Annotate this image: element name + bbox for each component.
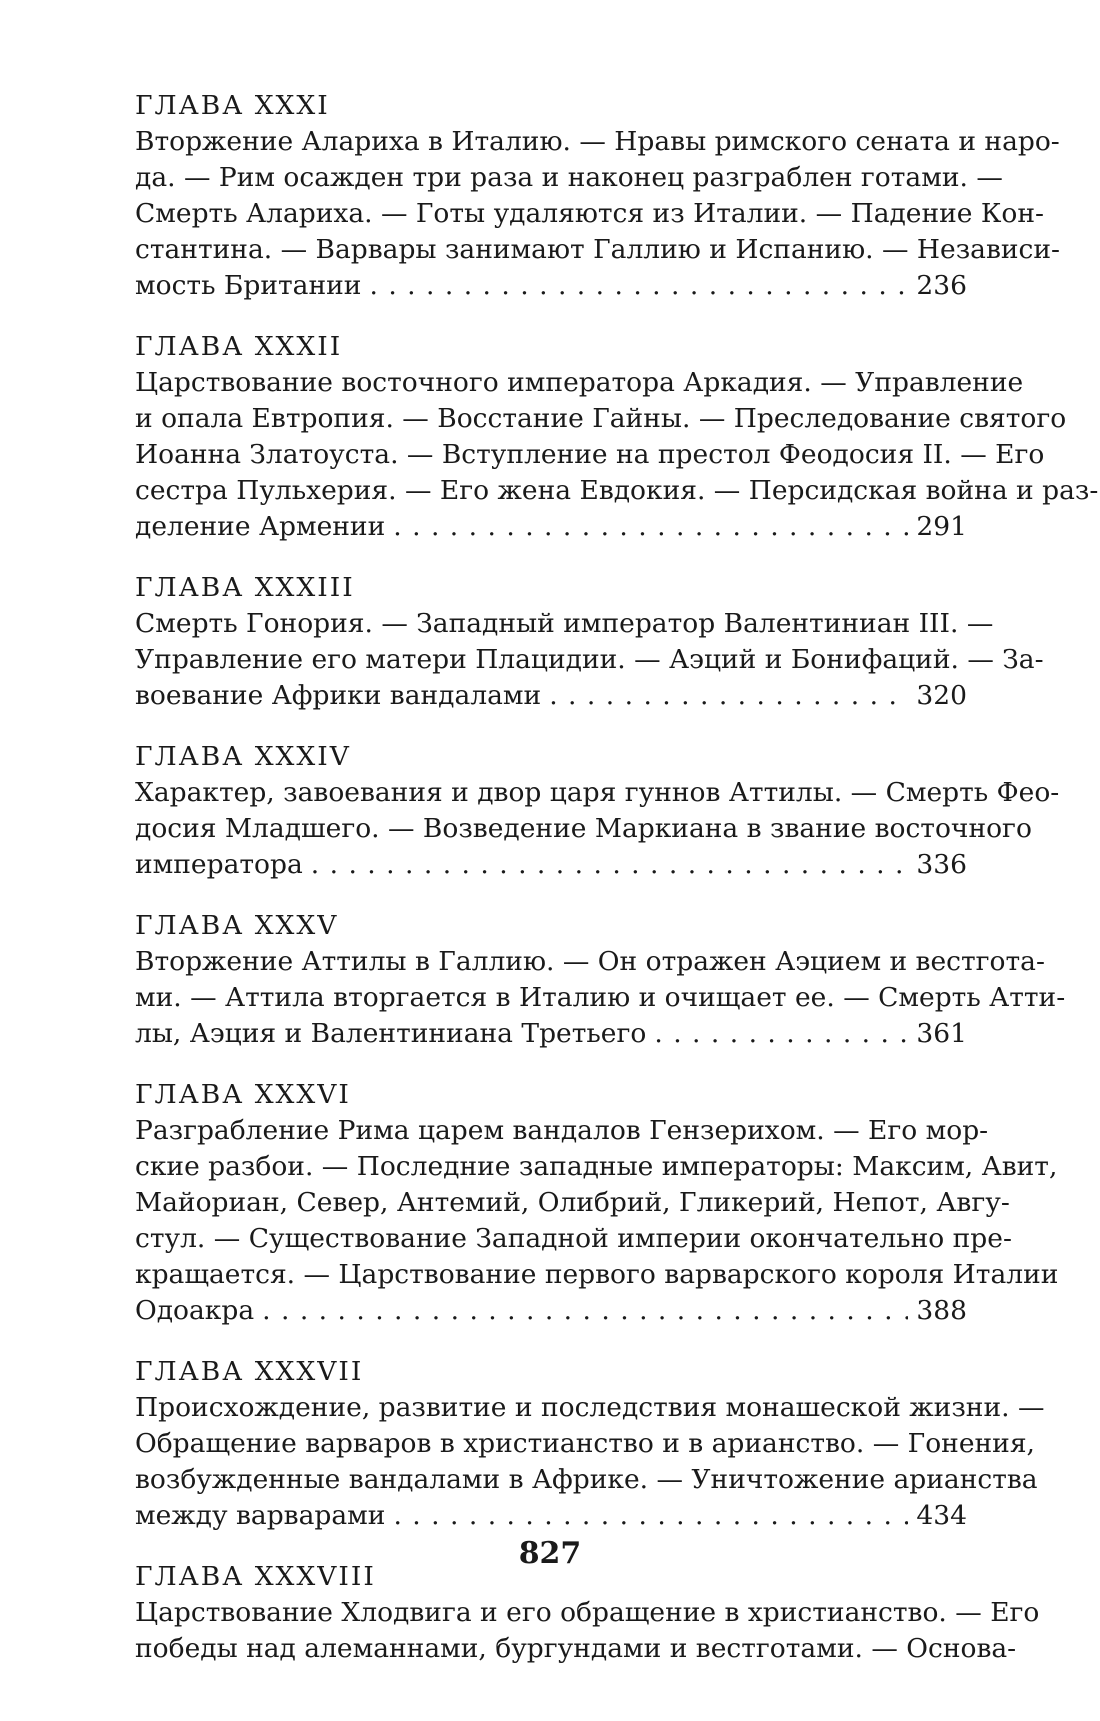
summary-line: кращается. — Царствование первого варварского короля Италии bbox=[135, 1259, 1059, 1290]
summary-line: Майориан, Север, Антемий, Олибрий, Гликерий, Непот, Авгу- bbox=[135, 1187, 1010, 1218]
summary-last-line bbox=[135, 1293, 967, 1329]
summary-line: досия Младшего. — Возведение Маркиана в звание восточного bbox=[135, 813, 1032, 844]
summary-line: и опала Евтропия. — Восстание Гайны. — Преследование святого bbox=[135, 403, 1067, 434]
dot-leader bbox=[549, 678, 908, 714]
summary-last-line bbox=[135, 1016, 967, 1052]
summary-line: лы, Аэция и Валентиниана Третьего bbox=[135, 1018, 647, 1049]
dot-leader bbox=[393, 509, 908, 545]
page-number: 236 bbox=[916, 270, 967, 301]
summary-line: Вторжение Алариха в Италию. — Нравы римского сената и наро- bbox=[135, 126, 1060, 157]
chapter-entry-xxxiii bbox=[135, 570, 1044, 714]
summary-line: победы над алеманнами, бургундами и вестготами. — Основа- bbox=[135, 1633, 1017, 1664]
summary-line: мость Британии bbox=[135, 270, 362, 301]
chapter-summary bbox=[135, 1390, 1045, 1534]
summary-line: деление Армении bbox=[135, 511, 386, 542]
chapter-entry-xxxiv bbox=[135, 739, 1060, 883]
summary-last-line bbox=[135, 678, 967, 714]
chapter-heading: ГЛАВА XXXI bbox=[135, 90, 330, 121]
summary-line: Происхождение, развитие и последствия монашеской жизни. — bbox=[135, 1392, 1045, 1423]
chapter-heading: ГЛАВА XXXIII bbox=[135, 572, 355, 603]
chapter-entry-xxxii bbox=[135, 329, 1099, 545]
summary-line: между варварами bbox=[135, 1500, 386, 1531]
summary-last-line bbox=[135, 268, 967, 304]
summary-line: Одоакра bbox=[135, 1295, 255, 1326]
chapter-summary bbox=[135, 606, 1044, 714]
page-number: 388 bbox=[916, 1295, 967, 1326]
summary-line: Вторжение Аттилы в Галлию. — Он отражен Аэцием и вестгота- bbox=[135, 946, 1045, 977]
chapter-entry-xxxvii bbox=[135, 1354, 1045, 1534]
page-number: 336 bbox=[916, 849, 967, 880]
chapter-heading: ГЛАВА XXXVI bbox=[135, 1079, 351, 1110]
chapter-heading: ГЛАВА XXXIV bbox=[135, 741, 351, 772]
summary-line: Обращение варваров в христианство и в арианство. — Гонения, bbox=[135, 1428, 1035, 1459]
chapter-entry-xxxi bbox=[135, 88, 1061, 304]
summary-line: императора bbox=[135, 849, 303, 880]
page-number: 434 bbox=[916, 1500, 967, 1531]
dot-leader bbox=[311, 847, 909, 883]
summary-line: да. — Рим осажден три раза и наконец разграблен готами. — bbox=[135, 162, 1003, 193]
chapter-entry-xxxvi bbox=[135, 1077, 1059, 1329]
page-number: 361 bbox=[916, 1018, 967, 1049]
chapter-entry-xxxv bbox=[135, 908, 1066, 1052]
summary-line: Царствование восточного императора Аркадия. — Управление bbox=[135, 367, 1024, 398]
chapter-heading: ГЛАВА XXXV bbox=[135, 910, 339, 941]
chapter-heading: ГЛАВА XXXVII bbox=[135, 1356, 364, 1387]
page-number: 291 bbox=[916, 511, 967, 542]
summary-line: Смерть Гонория. — Западный император Валентиниан III. — bbox=[135, 608, 994, 639]
chapter-summary bbox=[135, 1113, 1059, 1329]
summary-line: Иоанна Златоуста. — Вступление на престол Феодосия II. — Его bbox=[135, 439, 1045, 470]
summary-last-line bbox=[135, 1498, 967, 1534]
summary-line: Разграбление Рима царем вандалов Гензерихом. — Его мор- bbox=[135, 1115, 989, 1146]
summary-line: Смерть Алариха. — Готы удаляются из Италии. — Падение Кон- bbox=[135, 198, 1044, 229]
summary-line: возбужденные вандалами в Африке. — Уничтожение арианства bbox=[135, 1464, 1038, 1495]
table-of-contents bbox=[135, 88, 1099, 1692]
summary-line: сестра Пульхерия. — Его жена Евдокия. — Персидская война и раз- bbox=[135, 475, 1099, 506]
summary-line: воевание Африки вандалами bbox=[135, 680, 542, 711]
summary-line: ские разбои. — Последние западные императоры: Максим, Авит, bbox=[135, 1151, 1058, 1182]
summary-last-line bbox=[135, 509, 967, 545]
chapter-summary bbox=[135, 1595, 1040, 1667]
page-folio-number: 827 bbox=[518, 1536, 582, 1571]
dot-leader bbox=[393, 1498, 908, 1534]
dot-leader bbox=[262, 1293, 908, 1329]
summary-line: стантина. — Варвары занимают Галлию и Испанию. — Независи- bbox=[135, 234, 1061, 265]
chapter-summary bbox=[135, 124, 1061, 304]
dot-leader bbox=[654, 1016, 908, 1052]
summary-line: Управление его матери Плацидии. — Аэций и Бонифаций. — За- bbox=[135, 644, 1044, 675]
summary-last-line bbox=[135, 847, 967, 883]
chapter-heading: ГЛАВА XXXII bbox=[135, 331, 343, 362]
summary-line: ми. — Аттила вторгается в Италию и очищает ее. — Смерть Атти- bbox=[135, 982, 1066, 1013]
chapter-entry-xxxviii bbox=[135, 1559, 1040, 1667]
summary-line: Царствование Хлодвига и его обращение в христианство. — Его bbox=[135, 1597, 1040, 1628]
summary-line: стул. — Существование Западной империи окончательно пре- bbox=[135, 1223, 1012, 1254]
chapter-heading: ГЛАВА XXXVIII bbox=[135, 1561, 376, 1592]
page-number: 320 bbox=[916, 680, 967, 711]
chapter-summary bbox=[135, 365, 1099, 545]
chapter-summary bbox=[135, 775, 1060, 883]
summary-line: Характер, завоевания и двор царя гуннов Аттилы. — Смерть Фео- bbox=[135, 777, 1060, 808]
chapter-summary bbox=[135, 944, 1066, 1052]
dot-leader bbox=[369, 268, 908, 304]
